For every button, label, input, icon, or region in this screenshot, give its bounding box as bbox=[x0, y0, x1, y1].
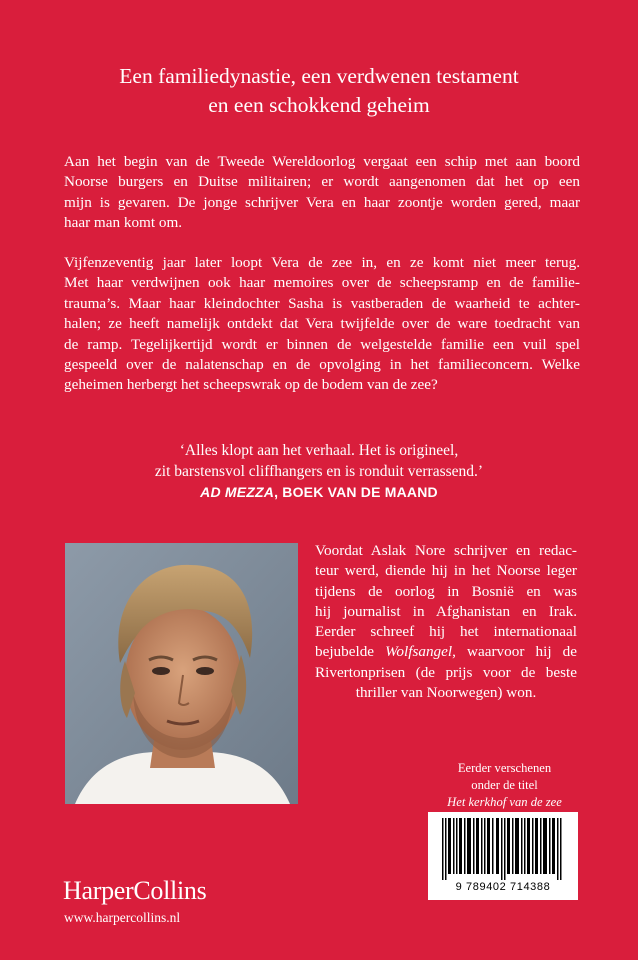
quote-line-2: zit barstensvol cliffhangers en is ronduit verrassend.’ bbox=[154, 463, 484, 480]
bio-text: , waarvoor hij de bbox=[452, 643, 577, 661]
publisher-logo: HarperCollins bbox=[63, 876, 207, 905]
bio-line: Rivertonprisen (de prijs voor de beste bbox=[315, 663, 577, 681]
synopsis-paragraph-1 bbox=[64, 152, 580, 234]
bio-text: bejubelde bbox=[315, 643, 386, 661]
barcode bbox=[428, 812, 578, 900]
bio-line: tijdens de oorlog in Bosnië en was bbox=[315, 582, 577, 600]
text-line: Aan het begin van de Tweede Wereldoorlog vergaat een schip met aan boord bbox=[64, 153, 580, 170]
text-line: halen; ze heeft namelijk ontdekt dat Vera twijfelde over de ware toedracht van bbox=[64, 315, 580, 333]
author-bio bbox=[315, 541, 577, 703]
earlier-line-1: Eerder verschenen bbox=[457, 761, 552, 775]
book-title-wolfsangel: Wolfsangel bbox=[385, 643, 453, 661]
publisher-website[interactable]: www.harpercollins.nl bbox=[64, 910, 181, 925]
earlier-published-note bbox=[417, 760, 592, 811]
text-line: Vijfenzeventig jaar later loopt Vera de zee in, en ze komt niet meer terug. bbox=[64, 254, 580, 271]
quote-source-name: AD MEZZA bbox=[200, 484, 275, 500]
text-line: Met haar verdwijnen ook haar memoires over de scheepsramp en de familie- bbox=[64, 274, 580, 292]
review-quote bbox=[0, 440, 638, 503]
barcode-bars bbox=[442, 818, 564, 880]
quote-source bbox=[0, 482, 638, 503]
tagline-line-2: en een schokkend geheim bbox=[208, 93, 430, 117]
quote-source-rest: , BOEK VAN DE MAAND bbox=[274, 484, 438, 500]
synopsis-paragraph-2 bbox=[64, 253, 580, 396]
bio-line: Voordat Aslak Nore schrijver en redac- bbox=[315, 542, 577, 559]
text-line: gespeeld over de nalatenschap en de opvolging in het familieconcern. Welke bbox=[64, 356, 580, 374]
isbn-number: 9 789402 714388 bbox=[455, 881, 551, 893]
text-line: geheimen herbergt het scheepswrak op de bodem van de zee? bbox=[64, 376, 438, 394]
tagline-line-1: Een familiedynastie, een verdwenen testament bbox=[119, 64, 519, 88]
quote-line-1: ‘Alles klopt aan het verhaal. Het is origineel, bbox=[179, 442, 459, 459]
bio-line: thriller van Noorwegen) won. bbox=[355, 684, 537, 702]
text-line: mijn is gevaren. De jonge schrijver Vera en haar zoontje worden gered, maar bbox=[64, 193, 580, 211]
earlier-title: Het kerkhof van de zee bbox=[447, 795, 562, 809]
earlier-line-2: onder de titel bbox=[471, 778, 538, 792]
bio-line: Eerder schreef hij het internationaal bbox=[315, 623, 577, 641]
bio-line: hij journalist in Afghanistan en Irak. bbox=[315, 602, 577, 620]
author-photo bbox=[65, 543, 298, 804]
text-line: Noorse burgers en Duitse militairen; er wordt aangenomen dat het op een bbox=[64, 173, 580, 191]
bio-line: teur werd, diende hij in het Noorse leger bbox=[315, 562, 577, 580]
bio-line bbox=[315, 642, 577, 662]
text-line: de ramp. Tegelijkertijd wordt er binnen de welgestelde familie een vuil spel bbox=[64, 335, 580, 353]
text-line: haar man komt om. bbox=[64, 214, 183, 232]
tagline bbox=[0, 62, 638, 120]
text-line: trauma’s. Maar haar kleindochter Sasha is vastberaden de waarheid te achter- bbox=[64, 294, 580, 312]
